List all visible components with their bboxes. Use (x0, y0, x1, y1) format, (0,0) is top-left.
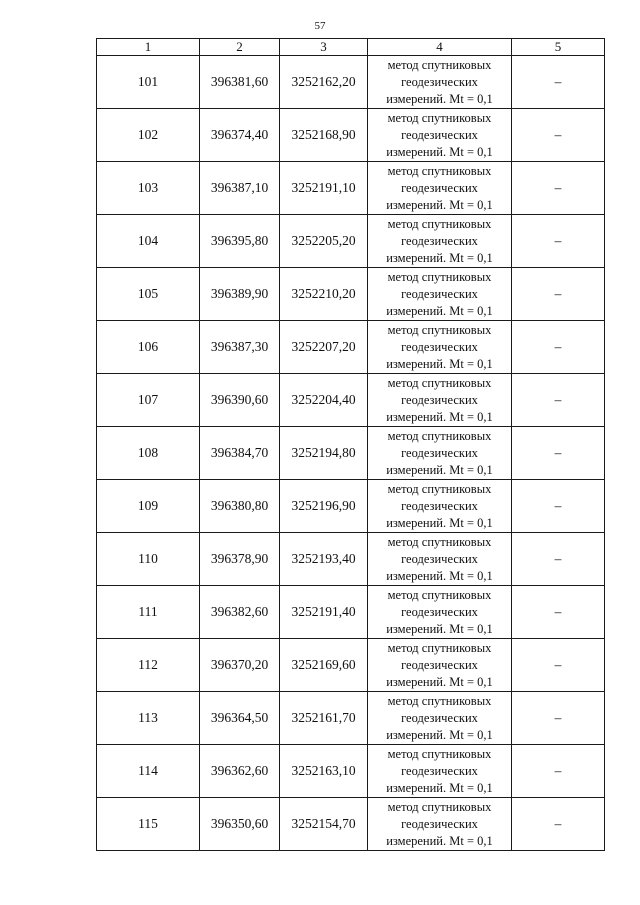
coordinate-x-cell: 396381,60 (200, 56, 280, 109)
method-line: геодезических (401, 551, 478, 566)
coordinate-y-cell: 3252196,90 (280, 480, 368, 533)
coordinate-x-cell: 396384,70 (200, 427, 280, 480)
note-cell: – (512, 215, 605, 268)
note-cell: – (512, 56, 605, 109)
method-line: геодезических (401, 445, 478, 460)
method-line: геодезических (401, 604, 478, 619)
table-row (97, 480, 605, 533)
column-header-3: 3 (280, 39, 368, 56)
point-number-cell: 101 (97, 56, 200, 109)
method-line: измерений. Mt = 0,1 (386, 250, 493, 265)
method-cell (368, 321, 512, 374)
method-line: измерений. Mt = 0,1 (386, 356, 493, 371)
method-line: метод спутниковых (387, 375, 492, 390)
method-line: метод спутниковых (387, 428, 492, 443)
note-cell: – (512, 374, 605, 427)
method-line: геодезических (401, 392, 478, 407)
coordinate-x-cell: 396395,80 (200, 215, 280, 268)
method-line: метод спутниковых (387, 799, 492, 814)
method-cell (368, 480, 512, 533)
coordinate-x-cell: 396350,60 (200, 798, 280, 851)
method-line: метод спутниковых (387, 163, 492, 178)
note-cell: – (512, 321, 605, 374)
column-header-5: 5 (512, 39, 605, 56)
coordinate-x-cell: 396364,50 (200, 692, 280, 745)
method-cell (368, 692, 512, 745)
coordinate-y-cell: 3252162,20 (280, 56, 368, 109)
table-row (97, 533, 605, 586)
page-number: 57 (314, 20, 326, 32)
coordinate-y-cell: 3252168,90 (280, 109, 368, 162)
coordinate-y-cell: 3252161,70 (280, 692, 368, 745)
coordinate-y-cell: 3252193,40 (280, 533, 368, 586)
method-line: измерений. Mt = 0,1 (386, 833, 493, 848)
method-line: метод спутниковых (387, 587, 492, 602)
method-line: измерений. Mt = 0,1 (386, 515, 493, 530)
table-row (97, 586, 605, 639)
method-line: метод спутниковых (387, 693, 492, 708)
table-row (97, 56, 605, 109)
method-line: измерений. Mt = 0,1 (386, 144, 493, 159)
note-cell: – (512, 427, 605, 480)
point-number-cell: 112 (97, 639, 200, 692)
table-row (97, 268, 605, 321)
coordinate-x-cell: 396389,90 (200, 268, 280, 321)
coordinate-x-cell: 396370,20 (200, 639, 280, 692)
coordinate-x-cell: 396382,60 (200, 586, 280, 639)
table-row (97, 745, 605, 798)
method-line: геодезических (401, 127, 478, 142)
method-cell (368, 109, 512, 162)
method-line: измерений. Mt = 0,1 (386, 727, 493, 742)
coordinate-y-cell: 3252205,20 (280, 215, 368, 268)
coordinate-x-cell: 396390,60 (200, 374, 280, 427)
method-cell (368, 162, 512, 215)
method-line: метод спутниковых (387, 216, 492, 231)
point-number-cell: 104 (97, 215, 200, 268)
coordinate-y-cell: 3252163,10 (280, 745, 368, 798)
method-cell (368, 427, 512, 480)
note-cell: – (512, 639, 605, 692)
coordinate-y-cell: 3252207,20 (280, 321, 368, 374)
header-row (97, 39, 605, 56)
coordinate-x-cell: 396380,80 (200, 480, 280, 533)
method-line: геодезических (401, 180, 478, 195)
note-cell: – (512, 586, 605, 639)
method-cell (368, 533, 512, 586)
coordinates-table (96, 38, 605, 851)
method-line: метод спутниковых (387, 57, 492, 72)
point-number-cell: 106 (97, 321, 200, 374)
method-line: измерений. Mt = 0,1 (386, 409, 493, 424)
method-line: измерений. Mt = 0,1 (386, 568, 493, 583)
method-line: метод спутниковых (387, 746, 492, 761)
method-line: геодезических (401, 657, 478, 672)
note-cell: – (512, 533, 605, 586)
method-line: геодезических (401, 498, 478, 513)
point-number-cell: 108 (97, 427, 200, 480)
note-cell: – (512, 268, 605, 321)
coordinate-y-cell: 3252194,80 (280, 427, 368, 480)
table-row (97, 798, 605, 851)
column-header-1: 1 (97, 39, 200, 56)
note-cell: – (512, 798, 605, 851)
point-number-cell: 111 (97, 586, 200, 639)
table-row (97, 321, 605, 374)
note-cell: – (512, 745, 605, 798)
method-cell (368, 268, 512, 321)
note-cell: – (512, 162, 605, 215)
table-row (97, 639, 605, 692)
coordinate-y-cell: 3252204,40 (280, 374, 368, 427)
coordinate-y-cell: 3252191,40 (280, 586, 368, 639)
method-line: геодезических (401, 286, 478, 301)
table-row (97, 215, 605, 268)
point-number-cell: 113 (97, 692, 200, 745)
coordinate-y-cell: 3252191,10 (280, 162, 368, 215)
method-line: измерений. Mt = 0,1 (386, 303, 493, 318)
coordinate-x-cell: 396362,60 (200, 745, 280, 798)
point-number-cell: 115 (97, 798, 200, 851)
point-number-cell: 110 (97, 533, 200, 586)
table-header (97, 39, 605, 56)
method-line: измерений. Mt = 0,1 (386, 674, 493, 689)
method-line: геодезических (401, 816, 478, 831)
column-header-4: 4 (368, 39, 512, 56)
method-line: геодезических (401, 74, 478, 89)
method-cell (368, 745, 512, 798)
coordinate-y-cell: 3252154,70 (280, 798, 368, 851)
table-row (97, 109, 605, 162)
method-line: метод спутниковых (387, 269, 492, 284)
method-line: геодезических (401, 233, 478, 248)
coordinate-x-cell: 396378,90 (200, 533, 280, 586)
note-cell: – (512, 109, 605, 162)
method-line: измерений. Mt = 0,1 (386, 197, 493, 212)
method-cell (368, 374, 512, 427)
coordinate-y-cell: 3252169,60 (280, 639, 368, 692)
coordinate-x-cell: 396387,10 (200, 162, 280, 215)
table-row (97, 374, 605, 427)
coordinate-x-cell: 396374,40 (200, 109, 280, 162)
method-line: метод спутниковых (387, 110, 492, 125)
note-cell: – (512, 692, 605, 745)
method-cell (368, 586, 512, 639)
method-line: измерений. Mt = 0,1 (386, 91, 493, 106)
column-header-2: 2 (200, 39, 280, 56)
method-line: геодезических (401, 339, 478, 354)
method-line: геодезических (401, 710, 478, 725)
method-cell (368, 639, 512, 692)
method-line: измерений. Mt = 0,1 (386, 462, 493, 477)
point-number-cell: 103 (97, 162, 200, 215)
table-body (97, 56, 605, 851)
method-cell (368, 798, 512, 851)
method-line: измерений. Mt = 0,1 (386, 780, 493, 795)
point-number-cell: 102 (97, 109, 200, 162)
point-number-cell: 114 (97, 745, 200, 798)
point-number-cell: 105 (97, 268, 200, 321)
coordinate-x-cell: 396387,30 (200, 321, 280, 374)
method-cell (368, 215, 512, 268)
method-line: метод спутниковых (387, 481, 492, 496)
point-number-cell: 109 (97, 480, 200, 533)
method-line: метод спутниковых (387, 640, 492, 655)
note-cell: – (512, 480, 605, 533)
table-row (97, 692, 605, 745)
table-row (97, 427, 605, 480)
method-line: метод спутниковых (387, 322, 492, 337)
coordinate-y-cell: 3252210,20 (280, 268, 368, 321)
point-number-cell: 107 (97, 374, 200, 427)
method-cell (368, 56, 512, 109)
table-row (97, 162, 605, 215)
method-line: метод спутниковых (387, 534, 492, 549)
method-line: геодезических (401, 763, 478, 778)
method-line: измерений. Mt = 0,1 (386, 621, 493, 636)
